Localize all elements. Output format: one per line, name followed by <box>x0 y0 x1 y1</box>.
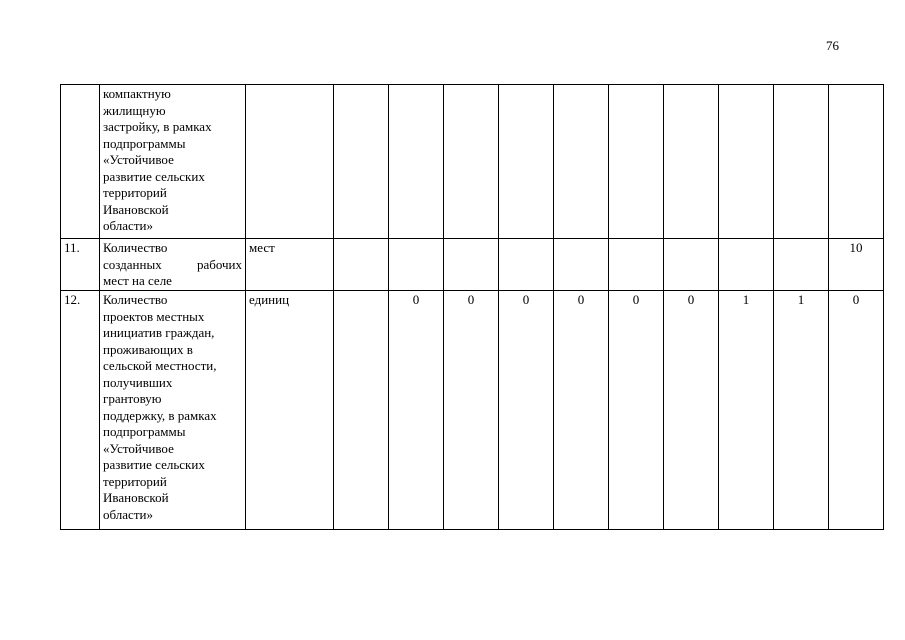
value-cell <box>499 239 554 291</box>
indicator-name-line: территорий <box>103 185 167 200</box>
value-cell: 0 <box>499 291 554 530</box>
value-cell: 0 <box>829 291 884 530</box>
value-cell <box>774 85 829 239</box>
indicator-name-line: Количество <box>103 240 168 255</box>
indicator-name-line: «Устойчивое <box>103 440 174 456</box>
indicator-name-line: мест на селе <box>103 273 172 288</box>
value-cell <box>334 291 389 530</box>
indicator-name-line: «Устойчивое <box>103 152 174 167</box>
value-cell: 0 <box>609 291 664 530</box>
value-cell <box>389 239 444 291</box>
indicator-name-line: созданных рабочих <box>103 256 242 272</box>
indicator-name-line: развитие сельских <box>103 168 205 184</box>
value-cell <box>609 85 664 239</box>
value-cell <box>719 239 774 291</box>
indicator-name-line: Ивановской <box>103 201 169 217</box>
row-number: 11. <box>61 239 100 291</box>
indicator-name-line: получивших <box>103 374 173 390</box>
value-cell <box>554 85 609 239</box>
indicator-name-line: жилищную <box>103 102 166 118</box>
row-number <box>61 85 100 239</box>
value-cell <box>444 239 499 291</box>
indicator-name-line: инициатив граждан, <box>103 325 215 340</box>
unit-of-measure: мест <box>246 239 334 291</box>
unit-of-measure <box>246 85 334 239</box>
indicator-name <box>100 291 246 530</box>
indicator-name-line: проектов местных <box>103 308 205 324</box>
indicator-name-line: Количество <box>103 292 168 307</box>
indicator-name-line: сельской местности, <box>103 358 217 373</box>
indicator-name-line: подпрограммы <box>103 424 186 439</box>
value-cell: 0 <box>664 291 719 530</box>
value-cell: 0 <box>389 291 444 530</box>
page-number: 76 <box>826 38 839 53</box>
indicator-name-line: проживающих в <box>103 341 193 357</box>
indicator-name <box>100 85 246 239</box>
value-cell <box>774 239 829 291</box>
value-cell: 10 <box>829 239 884 291</box>
indicator-name-line: области» <box>103 218 153 233</box>
table-row <box>61 239 884 291</box>
value-cell: 0 <box>554 291 609 530</box>
indicator-name-line: грантовую <box>103 391 162 406</box>
indicator-name-line: подпрограммы <box>103 135 186 151</box>
value-cell <box>499 85 554 239</box>
value-cell: 1 <box>719 291 774 530</box>
value-cell <box>664 85 719 239</box>
indicator-name-line: застройку, в рамках <box>103 119 212 134</box>
indicator-name <box>100 239 246 291</box>
indicator-name-line: поддержку, в рамках <box>103 407 217 423</box>
indicator-name-line: компактную <box>103 86 171 101</box>
value-cell <box>829 85 884 239</box>
row-number: 12. <box>61 291 100 530</box>
value-cell <box>609 239 664 291</box>
indicator-table <box>60 84 884 530</box>
value-cell <box>444 85 499 239</box>
value-cell: 1 <box>774 291 829 530</box>
indicator-name-line: области» <box>103 506 153 522</box>
value-cell <box>334 85 389 239</box>
value-cell <box>664 239 719 291</box>
indicator-name-line: территорий <box>103 473 167 489</box>
value-cell: 0 <box>444 291 499 530</box>
table-row <box>61 291 884 530</box>
value-cell <box>334 239 389 291</box>
value-cell <box>389 85 444 239</box>
value-cell <box>719 85 774 239</box>
indicator-name-line: развитие сельских <box>103 457 205 472</box>
table-row <box>61 85 884 239</box>
unit-of-measure: единиц <box>246 291 334 530</box>
indicator-name-line: Ивановской <box>103 490 169 505</box>
value-cell <box>554 239 609 291</box>
